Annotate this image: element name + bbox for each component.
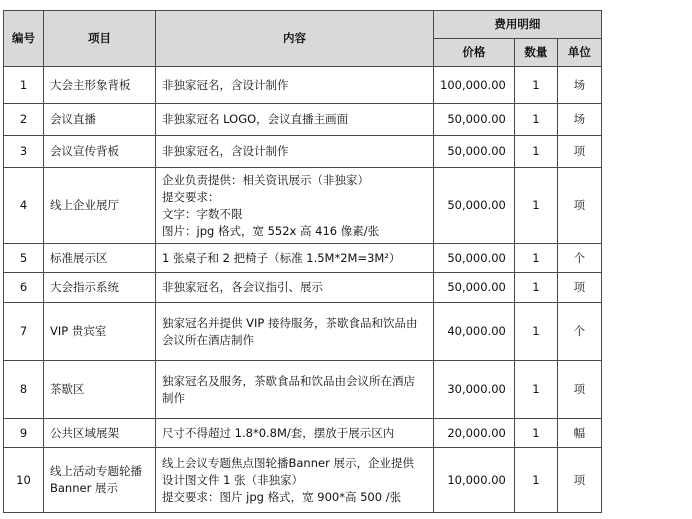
cell-unit: 项 (557, 361, 601, 419)
cell-content (156, 361, 434, 419)
cell-item-line: 公共区域展架 (50, 425, 119, 440)
cell-content-line: 制作 (162, 390, 185, 405)
cell-price: 50,000.00 (434, 244, 515, 273)
cell-no: 9 (4, 419, 44, 448)
header-price: 价格 (434, 39, 515, 67)
cell-item (44, 136, 156, 168)
cell-qty: 1 (514, 448, 557, 513)
cell-item-line: 会议宣传背板 (50, 144, 119, 158)
table-row (4, 168, 602, 244)
cell-item-line: 大会主形象背板 (50, 77, 131, 92)
header-fee-detail: 费用明细 (434, 11, 602, 39)
cell-content (156, 67, 434, 104)
cell-item-line: VIP 贵宾室 (50, 324, 107, 338)
cell-no: 7 (4, 303, 44, 361)
header-qty: 数量 (514, 39, 557, 67)
cell-content-line: 1 张桌子和 2 把椅子（标准 1.5M*2M=3M²） (162, 250, 401, 265)
cell-item (44, 244, 156, 273)
cell-unit: 个 (557, 303, 601, 361)
cell-content-line: 非独家冠名 LOGO，会议直播主画面 (162, 112, 349, 126)
cell-no: 10 (4, 448, 44, 513)
fee-table-wrapper (3, 10, 602, 513)
cell-item-line: 线上企业展厅 (50, 198, 119, 212)
cell-content-line: 设计图文件 1 张（非独家） (162, 472, 304, 487)
cell-content (156, 419, 434, 448)
cell-item (44, 273, 156, 303)
cell-item (44, 67, 156, 104)
cell-item (44, 361, 156, 419)
cell-price: 50,000.00 (434, 168, 515, 244)
table-row (4, 104, 602, 136)
cell-item-line: Banner 展示 (50, 481, 118, 495)
cell-price: 100,000.00 (434, 67, 515, 104)
cell-content-line: 提交要求：图片 jpg 格式，宽 900*高 500 /张 (162, 489, 402, 504)
table-row (4, 273, 602, 303)
cell-no: 1 (4, 67, 44, 104)
cell-no: 6 (4, 273, 44, 303)
table-row (4, 136, 602, 168)
cell-content (156, 244, 434, 273)
cell-content (156, 448, 434, 513)
cell-qty: 1 (514, 273, 557, 303)
cell-qty: 1 (514, 419, 557, 448)
cell-item (44, 448, 156, 513)
cell-content-line: 图片：jpg 格式，宽 552x 高 416 像素/张 (162, 223, 380, 238)
cell-item-line: 标准展示区 (50, 250, 108, 265)
table-row (4, 419, 602, 448)
cell-no: 4 (4, 168, 44, 244)
cell-price: 40,000.00 (434, 303, 515, 361)
cell-content-line: 提交要求： (162, 189, 220, 204)
cell-qty: 1 (514, 67, 557, 104)
cell-price: 30,000.00 (434, 361, 515, 419)
cell-content-line: 文字：字数不限 (162, 206, 243, 221)
cell-unit: 幅 (557, 419, 601, 448)
cell-unit: 项 (557, 273, 601, 303)
cell-no: 5 (4, 244, 44, 273)
cell-unit: 个 (557, 244, 601, 273)
cell-content-line: 企业负责提供：相关资讯展示（非独家） (162, 172, 369, 187)
header-item: 项目 (44, 11, 156, 67)
cell-content-line: 会议所在酒店制作 (162, 332, 254, 347)
cell-unit: 场 (557, 67, 601, 104)
cell-price: 50,000.00 (434, 273, 515, 303)
cell-content-line: 非独家冠名，各会议指引、展示 (162, 280, 323, 294)
cell-price: 50,000.00 (434, 104, 515, 136)
header-no: 编号 (4, 11, 44, 67)
cell-content-line: 尺寸不得超过 1.8*0.8M/套，摆放于展示区内 (162, 425, 395, 440)
table-row (4, 448, 602, 513)
cell-content-line: 线上会议专题焦点图轮播Banner 展示，企业提供 (162, 455, 414, 470)
cell-qty: 1 (514, 361, 557, 419)
cell-item (44, 104, 156, 136)
cell-unit: 项 (557, 168, 601, 244)
cell-item-line: 会议直播 (50, 112, 96, 126)
cell-no: 8 (4, 361, 44, 419)
cell-qty: 1 (514, 136, 557, 168)
cell-qty: 1 (514, 303, 557, 361)
cell-content-line: 非独家冠名，含设计制作 (162, 144, 289, 158)
cell-item (44, 303, 156, 361)
cell-item-line: 大会指示系统 (50, 280, 119, 294)
cell-no: 3 (4, 136, 44, 168)
cell-content (156, 136, 434, 168)
cell-item (44, 168, 156, 244)
cell-qty: 1 (514, 168, 557, 244)
cell-qty: 1 (514, 244, 557, 273)
cell-content-line: 非独家冠名，含设计制作 (162, 77, 289, 92)
cell-content-line: 独家冠名及服务，茶歇食品和饮品由会议所在酒店 (162, 373, 415, 388)
cell-content (156, 303, 434, 361)
header-unit: 单位 (557, 39, 601, 67)
cell-item (44, 419, 156, 448)
table-row (4, 67, 602, 104)
cell-no: 2 (4, 104, 44, 136)
cell-unit: 场 (557, 104, 601, 136)
cell-content (156, 273, 434, 303)
fee-table (3, 10, 602, 513)
cell-item-line: 线上活动专题轮播 (50, 464, 142, 478)
table-row (4, 361, 602, 419)
header-content: 内容 (156, 11, 434, 67)
table-body (4, 67, 602, 513)
cell-unit: 项 (557, 136, 601, 168)
cell-content (156, 168, 434, 244)
cell-price: 50,000.00 (434, 136, 515, 168)
cell-price: 10,000.00 (434, 448, 515, 513)
table-row (4, 303, 602, 361)
table-row (4, 244, 602, 273)
cell-content-line: 独家冠名并提供 VIP 接待服务，茶歇食品和饮品由 (162, 315, 418, 330)
cell-unit: 项 (557, 448, 601, 513)
cell-price: 20,000.00 (434, 419, 515, 448)
cell-qty: 1 (514, 104, 557, 136)
cell-item-line: 茶歇区 (50, 382, 85, 396)
cell-content (156, 104, 434, 136)
